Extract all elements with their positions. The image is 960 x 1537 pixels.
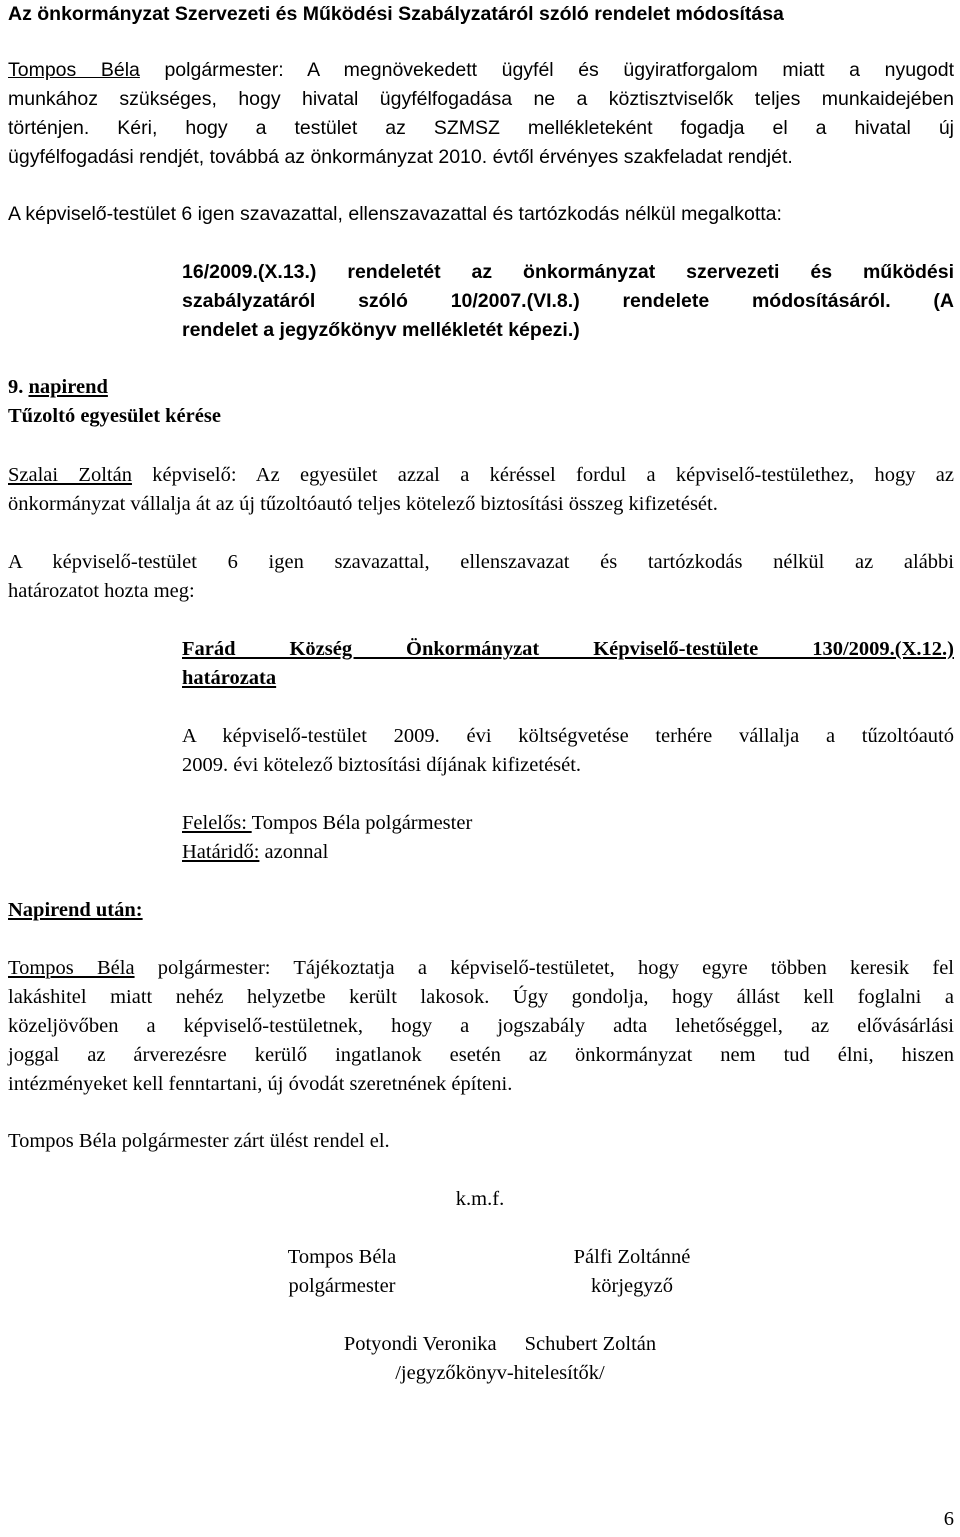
- responsible-label: Felelős:: [182, 812, 252, 834]
- signature-title: körjegyző: [591, 1275, 673, 1297]
- speaker-name: Szalai Zoltán: [8, 464, 132, 486]
- agenda-label: napirend: [28, 376, 108, 398]
- signature-mayor: [222, 1243, 462, 1301]
- authenticator-name: Schubert Zoltán: [524, 1333, 657, 1355]
- councillor-request-paragraph: Szalai Zoltán képviselő: Az egyesület azzal a kéréssel fordul a képviselő-testülethez, hogy az önkormányzat vállalja át az új tűzoltóautó teljes kötelező biztosítási összeg kifizetését.: [8, 464, 954, 515]
- resolution-responsibility: [182, 809, 954, 867]
- signature-notary: [512, 1243, 752, 1301]
- vote-statement-2: A képviselő-testület 6 igen szavazattal, ellenszavazat és tartózkodás nélkül az alábbi határozatot hozta meg:: [8, 551, 954, 602]
- agenda-heading: [8, 373, 408, 431]
- signature-title: polgármester: [288, 1275, 396, 1297]
- mayor-proposal-paragraph: Tompos Béla polgármester: A megnövekedett ügyfél és ügyiratforgalom miatt a nyugodt munkához szükséges, hogy hivatal ügyfélfogadása ne a köztisztviselők teljes munkaidejében történjen. Kéri, hogy a testület az SZMSZ mellékleteként fogadja el a hivatal új ügyfélfogadási rendjét, továbbá az önkormányzat 2010. évtől érvényes szakfeladat rendjét.: [8, 59, 954, 168]
- responsible-value: Tompos Béla polgármester: [251, 812, 473, 834]
- signature-name: Tompos Béla: [287, 1246, 397, 1268]
- section-title: Az önkormányzat Szervezeti és Működési Szabályzatáról szóló rendelet módosítása: [8, 3, 784, 25]
- speaker-name: Tompos Béla: [8, 59, 140, 81]
- speaker-name: Tompos Béla: [8, 957, 135, 979]
- deadline-value: azonnal: [259, 841, 329, 863]
- authenticator-name: Potyondi Veronika: [343, 1333, 497, 1355]
- agenda-title: Tűzoltó egyesület kérése: [8, 405, 221, 427]
- vote-statement-1: A képviselő-testület 6 igen szavazattal, ellenszavazattal és tartózkodás nélkül megalkotta:: [8, 203, 782, 225]
- decree-block: 16/2009.(X.13.) rendeletét az önkormányzat szervezeti és működési szabályzatáról szóló 10/2007.(VI.8.) rendelete módosításáról. (A rendelet a jegyzőkönyv mellékletét képezi.): [182, 261, 954, 341]
- after-agenda-heading: Napirend után:: [8, 899, 143, 921]
- signature-name: Pálfi Zoltánné: [573, 1246, 691, 1268]
- resolution-body: A képviselő-testület 2009. évi költségvetése terhére vállalja a tűzoltóautó 2009. évi kötelező biztosítási díjának kifizetését.: [182, 725, 954, 776]
- signature-authenticators: [250, 1330, 750, 1388]
- resolution-title: Farád Község Önkormányzat Képviselő-testülete 130/2009.(X.12.) határozata: [182, 638, 954, 689]
- authenticators-title: /jegyzőkönyv-hitelesítők/: [395, 1362, 605, 1384]
- agenda-number: 9.: [8, 376, 24, 398]
- page-number: 6: [943, 1508, 954, 1530]
- deadline-label: Határidő:: [182, 841, 260, 863]
- closing-statement: Tompos Béla polgármester zárt ülést rendel el.: [8, 1130, 390, 1152]
- kmf-mark: k.m.f.: [455, 1188, 505, 1210]
- mayor-information-paragraph: Tompos Béla polgármester: Tájékoztatja a képviselő-testületet, hogy egyre többen keresik fel lakáshitel miatt nehéz helyzetbe került lakosok. Úgy gondolja, hogy állást kell foglalni a közeljövőben a képviselő-testületnek, hogy a jogszabály adta lehetőséggel, az elővásárlási joggal az árverezésre kerülő ingatlanok esetén az önkormányzat nem tud élni, hiszen intézményeket kell fenntartani, új óvodát szeretnének építeni.: [8, 957, 954, 1095]
